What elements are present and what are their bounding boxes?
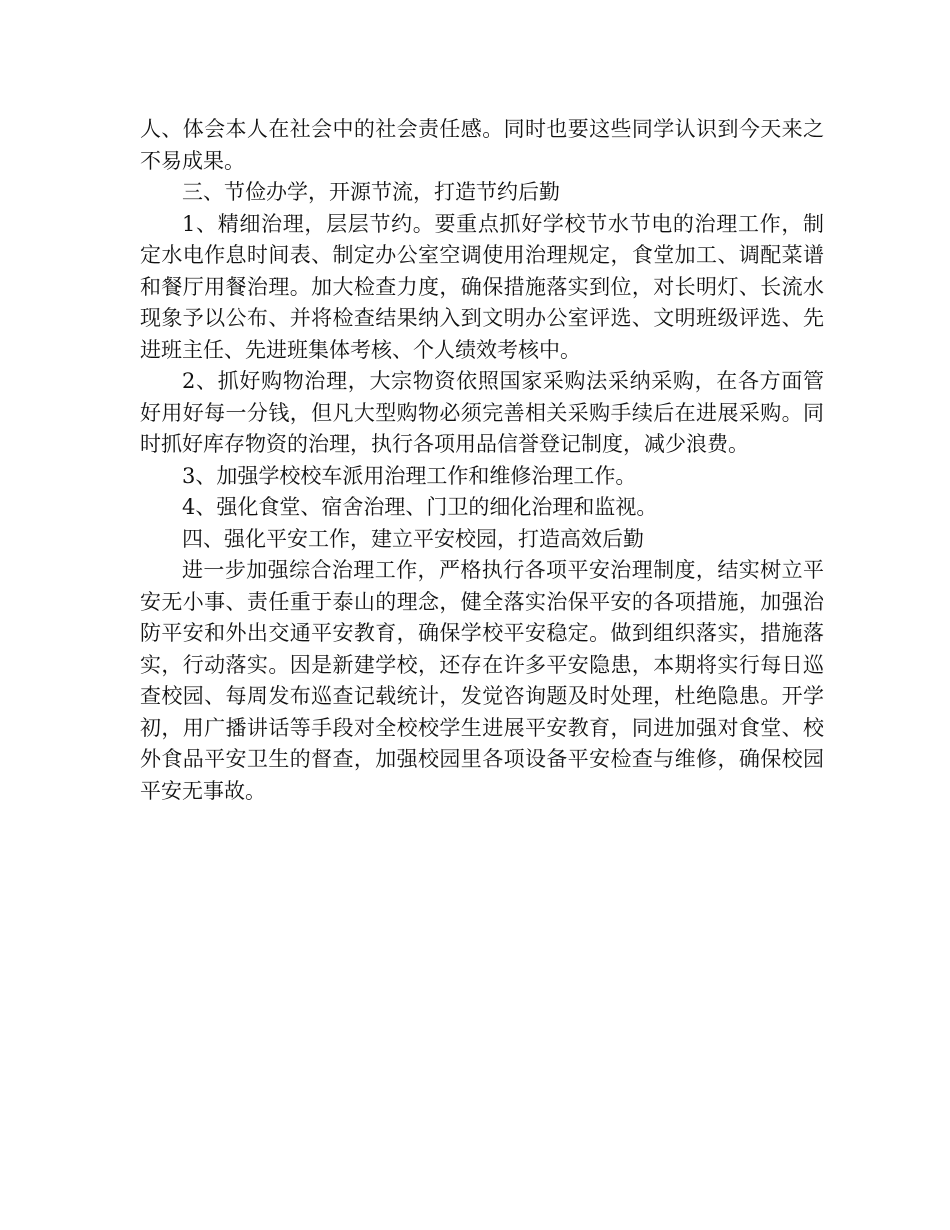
paragraph-item-3: 3、加强学校校车派用治理工作和维修治理工作。: [182, 463, 637, 488]
paragraph-safety-body: 进一步加强综合治理工作，严格执行各项平安治理制度，结实树立平安无小事、责任重于泰山的理念，健全落实治保平安的各项措施，加强治防平安和外出交通平安教育，确保学校平安稳定。做到组织落实，措施落实，行动落实。因是新建学校，还存在许多平安隐患，本期将实行每日巡查校园、每周发布巡查记载统计，发觉咨询题及时处理，杜绝隐患。开学初，用广播讲话等手段对全校校学生进展平安教育，同进加强对食堂、校外食品平安卫生的督查，加强校园里各项设备平安检查与维修，确保校园平安无事故。: [140, 558, 824, 803]
document-page: [140, 114, 824, 807]
section-heading-frugal-logistics: 三、节俭办学，开源节流，打造节约后勤: [182, 180, 560, 204]
paragraph-item-2: 2、抓好购物治理，大宗物资依照国家采购法采纳采购，在各方面管好用好每一分钱，但凡大型购物必须完善相关采购手续后在进展采购。同时抓好库存物资的治理，执行各项用品信誉登记制度，减少浪费。: [140, 369, 824, 456]
section-heading-safety: 四、强化平安工作，建立平安校园，打造高效后勤: [182, 526, 644, 551]
paragraph-item-1: 1、精细治理，层层节约。要重点抓好学校节水节电的治理工作，制定水电作息时间表、制定办公室空调使用治理规定，食堂加工、调配菜谱和餐厅用餐治理。加大检查力度，确保措施落实到位，对长明灯、长流水现象予以公布、并将检查结果纳入到文明办公室评选、文明班级评选、先进班主任、先进班集体考核、个人绩效考核中。: [140, 211, 824, 362]
paragraph-continuation: 人、体会本人在社会中的社会责任感。同时也要这些同学认识到今天来之不易成果。: [140, 117, 824, 173]
paragraph-item-4: 4、强化食堂、宿舍治理、门卫的细化治理和监视。: [182, 495, 658, 519]
